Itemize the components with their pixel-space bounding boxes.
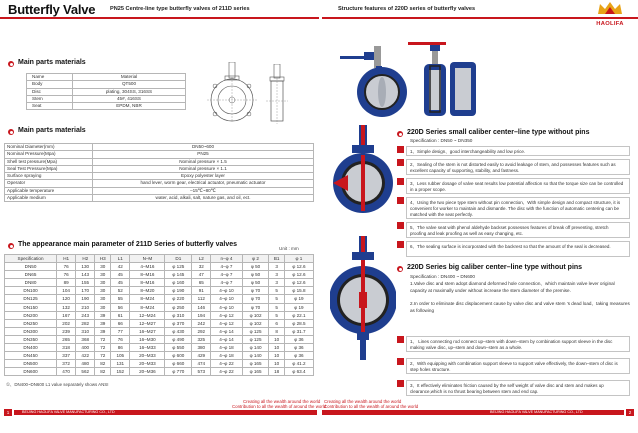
- dimensions-cell: 337: [57, 352, 76, 360]
- dimensions-cell: φ 41.2: [284, 360, 313, 368]
- dimensions-row: [5, 295, 314, 303]
- dimensions-cell: φ 102: [242, 319, 269, 327]
- dimensions-cell: 112: [192, 295, 211, 303]
- small-feature-1: 1、Simple design、good interchangeability and low price.: [406, 146, 630, 156]
- small-feature-2: 2、Sealing of the stem is not distorted easily to avoid leakage of stem, and possesses features such as excellent capacity of supporting, stability, and fastness.: [406, 159, 630, 175]
- small-series-spec: Specification : DN50 ~ DN350: [410, 138, 473, 143]
- dimensions-cell: φ 430: [165, 327, 192, 335]
- dimensions-cell: 167: [57, 311, 76, 319]
- section-bullet-icon: [397, 266, 403, 272]
- dimensions-cell: 292: [192, 327, 211, 335]
- dimensions-cell: φ 12.6: [284, 279, 313, 287]
- dimensions-cell: 4–φ 10: [211, 303, 242, 311]
- materials-cell: Seat: [27, 103, 73, 110]
- parameters-cell: Epoxy polyester layer: [93, 173, 314, 180]
- dimensions-cell: DN80: [5, 279, 57, 287]
- dimensions-row: [5, 360, 314, 368]
- big-feature-1: 1、 Lines connecting rod connect up–stem with down–stem by combination support sleeve in the disc making valve disc, up–stem and down–stem as a whole.: [406, 336, 630, 352]
- dimensions-cell: DN400: [5, 344, 57, 352]
- dimensions-header-cell: H3: [95, 255, 111, 263]
- parameters-cell: –15℃~80℃: [93, 187, 314, 194]
- page-number-left: 1: [4, 409, 12, 416]
- dimensions-cell: φ 550: [165, 344, 192, 352]
- dimensions-cell: 91: [192, 287, 211, 295]
- dimensions-cell: 30: [95, 303, 111, 311]
- dimensions-cell: 32: [192, 263, 211, 271]
- dimensions-cell: 155: [76, 279, 95, 287]
- dimensions-cell: 30: [95, 263, 111, 271]
- parameters-cell: Operator: [5, 180, 93, 187]
- dimensions-cell: 480: [76, 360, 95, 368]
- dimensions-cell: φ 12.6: [284, 271, 313, 279]
- dimensions-row: [5, 368, 314, 376]
- parameters-row: [5, 165, 314, 172]
- dimensions-cell: φ 310: [165, 311, 192, 319]
- dimensions-cell: DN600: [5, 368, 57, 376]
- header-rule-left: [0, 17, 319, 19]
- dimensions-cell: 61: [111, 311, 130, 319]
- page-number-right: 2: [626, 409, 634, 416]
- dimensions-header-cell: L1: [111, 255, 130, 263]
- dimensions-cell: 42: [111, 263, 130, 271]
- dimensions-cell: 89: [57, 279, 76, 287]
- feature-marker: [397, 159, 404, 166]
- dimensions-cell: φ 50: [242, 279, 269, 287]
- materials-cell: Material: [73, 74, 186, 81]
- materials-cell: EPDM, NBR: [73, 103, 186, 110]
- valve-cutaway-small: [330, 125, 396, 220]
- big-feature-3: 3、It effectively eliminates friction caused by the self weight of valve disc and stem and makes up clearance,which is no thrust bearing between stem and end cap.: [406, 380, 630, 396]
- dimensions-cell: 4–φ 7: [211, 271, 242, 279]
- dimensions-cell: 474: [192, 360, 211, 368]
- dimensions-cell: φ 140: [242, 352, 269, 360]
- materials-cell: 45#, 416SS: [73, 95, 186, 102]
- dimensions-cell: DN250: [5, 319, 57, 327]
- parameters-cell: Nominal pressure × 1.5: [93, 158, 314, 165]
- dimensions-cell: 8–M24: [130, 295, 165, 303]
- dimensions-cell: 422: [76, 352, 95, 360]
- dimensions-cell: DN50: [5, 263, 57, 271]
- dimensions-cell: 4–φ 10: [211, 295, 242, 303]
- dimensions-cell: 39: [95, 311, 111, 319]
- dimensions-cell: φ 22.1: [284, 311, 313, 319]
- materials-row: [27, 95, 186, 102]
- dimensions-cell: 131: [111, 360, 130, 368]
- dimensions-cell: φ 600: [165, 352, 192, 360]
- dimensions-row: [5, 279, 314, 287]
- dimensions-cell: 4–φ 18: [211, 352, 242, 360]
- haolifa-logo: [590, 1, 630, 27]
- dimensions-cell: φ 125: [165, 263, 192, 271]
- dimensions-header-row: [5, 255, 314, 263]
- feature-marker: [397, 241, 404, 248]
- parameters-cell: Seal Test Pressure(Mpa): [5, 165, 93, 172]
- dimensions-cell: 573: [192, 368, 211, 376]
- dimensions-cell: φ 102: [242, 311, 269, 319]
- dimensions-cell: 265: [57, 335, 76, 343]
- dimensions-cell: 66: [111, 319, 130, 327]
- dimensions-cell: 30: [95, 271, 111, 279]
- dimensions-cell: 4–φ 14: [211, 327, 242, 335]
- section-bullet-icon: [8, 243, 14, 249]
- dimensions-cell: DN125: [5, 295, 57, 303]
- dimensions-cell: 30: [95, 287, 111, 295]
- valve-side-drawing: [264, 64, 290, 129]
- big-series-desc-2: 2.In order to eliminate disc displacement cause by valve disc and valve stem ’s dead load、taking measures as following: [410, 301, 630, 313]
- dimensions-cell: 20–M33: [130, 360, 165, 368]
- parameters-cell: PN25: [93, 151, 314, 158]
- dimensions-cell: 86: [111, 344, 130, 352]
- materials-cell: Body: [27, 81, 73, 88]
- dimensions-cell: 4–M16: [130, 263, 165, 271]
- dimensions-cell: DN200: [5, 311, 57, 319]
- dimensions-cell: DN100: [5, 287, 57, 295]
- dimensions-row: [5, 311, 314, 319]
- dimensions-cell: φ 165: [242, 368, 269, 376]
- dimensions-cell: 5: [269, 303, 284, 311]
- footer-slogan-1-right: Creating all the wealth around the world: [324, 399, 402, 404]
- dimensions-cell: DN500: [5, 360, 57, 368]
- dimensions-row: [5, 271, 314, 279]
- logo-text: HAOLIFA: [596, 21, 624, 27]
- page-subtitle-right: Structure features of 220D series of butterfly valves: [338, 6, 476, 12]
- dimensions-cell: 16–M33: [130, 344, 165, 352]
- parameters-cell: Applicable temperature: [5, 187, 93, 194]
- footer-slogan-1-left: Creating all the wealth around the world: [243, 399, 321, 404]
- feature-marker: [397, 336, 404, 343]
- valve-front-drawing: [205, 62, 259, 127]
- dimensions-cell: 77: [111, 327, 130, 335]
- dimensions-cell: φ 140: [242, 344, 269, 352]
- dimensions-cell: φ 19: [284, 303, 313, 311]
- materials-row: [27, 103, 186, 110]
- dimensions-cell: 380: [192, 344, 211, 352]
- materials-table: [26, 73, 186, 110]
- dimensions-cell: φ 31.7: [284, 327, 313, 335]
- dimensions-cell: 202: [57, 319, 76, 327]
- dimensions-cell: φ 160: [165, 279, 192, 287]
- dimensions-cell: 470: [57, 368, 76, 376]
- crown-logo-icon: [597, 1, 623, 15]
- dimensions-table: [4, 254, 314, 376]
- dimensions-header-cell: Specification: [5, 255, 57, 263]
- dimensions-cell: 8–M20: [130, 287, 165, 295]
- dimensions-cell: 4–φ 22: [211, 368, 242, 376]
- dimensions-header-cell: n–φ 4: [211, 255, 242, 263]
- dimensions-cell: 10: [269, 335, 284, 343]
- dimensions-cell: 65: [192, 279, 211, 287]
- dimensions-cell: 146: [192, 303, 211, 311]
- dimensions-cell: φ 165: [242, 360, 269, 368]
- unit-label: Unit : mm: [279, 246, 299, 251]
- footer-company-right: BEIJING HAOLIFA VALVE MANUFACTURING CO., LTD: [490, 410, 583, 414]
- dimensions-cell: φ 190: [165, 287, 192, 295]
- dimensions-cell: 4–φ 7: [211, 279, 242, 287]
- dimensions-cell: 194: [192, 311, 211, 319]
- dimensions-cell: φ 370: [165, 319, 192, 327]
- dimensions-heading: The appearance main parameter of 211D Series of butterfly valves: [18, 241, 238, 248]
- dimensions-cell: 3: [269, 271, 284, 279]
- section-bullet-icon: [397, 131, 403, 137]
- dimensions-cell: 56: [111, 303, 130, 311]
- footer-company-left: BEIJING HAOLIFA VALVE MANUFACTURING CO., LTD: [22, 410, 115, 414]
- dimensions-cell: 429: [192, 352, 211, 360]
- dimensions-cell: 239: [57, 327, 76, 335]
- materials-cell: QT500: [73, 81, 186, 88]
- dimensions-cell: 12–M27: [130, 319, 165, 327]
- footer-slogan-2-left: Contribution to all the wealth of around the world: [232, 404, 327, 409]
- dimensions-cell: 242: [192, 319, 211, 327]
- dimensions-cell: 18: [269, 368, 284, 376]
- page-title: Butterfly Valve: [8, 2, 96, 17]
- feature-marker: [397, 380, 404, 387]
- parameters-row: [5, 187, 314, 194]
- dimensions-header-cell: D1: [165, 255, 192, 263]
- dimensions-cell: φ 220: [165, 295, 192, 303]
- dimensions-cell: 30: [95, 295, 111, 303]
- dimensions-cell: 45: [111, 279, 130, 287]
- small-feature-5: 5、The valve seat with phenol aldehyde backset possesses features of break off preventing, stretch proofing and leak proofing as well as easy changing, etc.: [406, 222, 630, 238]
- dimensions-cell: 210: [76, 303, 95, 311]
- section-bullet-icon: [8, 61, 14, 67]
- dimensions-cell: φ 19: [284, 295, 313, 303]
- dimensions-cell: φ 70: [242, 303, 269, 311]
- dimensions-cell: 10: [269, 352, 284, 360]
- dimensions-cell: φ 36: [284, 335, 313, 343]
- dimensions-header-cell: B1: [269, 255, 284, 263]
- materials-heading: Main parts materials: [18, 59, 86, 66]
- dimensions-cell: 30: [95, 279, 111, 287]
- dimensions-cell: 325: [192, 335, 211, 343]
- dimensions-cell: 55: [111, 295, 130, 303]
- parameters-row: [5, 180, 314, 187]
- materials-row: [27, 88, 186, 95]
- feature-marker: [397, 222, 404, 229]
- dimensions-cell: 4–φ 18: [211, 344, 242, 352]
- dimensions-cell: 243: [76, 311, 95, 319]
- section-bullet-icon: [8, 129, 14, 135]
- dimensions-cell: 4–φ 14: [211, 335, 242, 343]
- parameters-row: [5, 195, 314, 202]
- dimensions-cell: 76: [57, 271, 76, 279]
- dimensions-cell: DN450: [5, 352, 57, 360]
- dimensions-cell: 72: [95, 335, 111, 343]
- dimensions-cell: 105: [111, 352, 130, 360]
- materials-row: [27, 74, 186, 81]
- feature-marker: [397, 178, 404, 185]
- parameters-cell: water, acid, alkali, salt, nature gas, and oil, ect.: [93, 195, 314, 202]
- footer-slogan-2-right: Contribution to all the wealth of around the world: [324, 404, 419, 409]
- parameters-cell: Applicable medium: [5, 195, 93, 202]
- dimensions-cell: 4–φ 22: [211, 360, 242, 368]
- dimensions-cell: 4–φ 12: [211, 311, 242, 319]
- dimensions-header-cell: H1: [57, 255, 76, 263]
- dimensions-row: [5, 352, 314, 360]
- dimensions-cell: 39: [95, 319, 111, 327]
- big-series-spec: Specification : DN400 ~ DN600: [410, 274, 476, 279]
- dimensions-cell: 12–M24: [130, 311, 165, 319]
- dimensions-cell: 152: [111, 368, 130, 376]
- dimensions-header-cell: φ 2: [242, 255, 269, 263]
- dimensions-cell: 20–M33: [130, 352, 165, 360]
- dimensions-cell: 310: [76, 327, 95, 335]
- page-subtitle-left: PN25 Centre-line type butterfly valves of 211D series: [110, 6, 250, 12]
- dimensions-cell: 4–φ 12: [211, 319, 242, 327]
- small-feature-6: 6、The sealing surface is incorporated with the backrest so that the amount of the seal is decreased.: [406, 241, 630, 257]
- dimensions-cell: 5: [269, 287, 284, 295]
- dimensions-cell: 170: [76, 287, 95, 295]
- dimensions-cell: φ 70: [242, 295, 269, 303]
- dimensions-cell: 82: [95, 368, 111, 376]
- dimensions-footnote: ①、DN400~DN600 L1 value separately shows ANSI: [6, 382, 109, 387]
- dimensions-cell: 372: [57, 360, 76, 368]
- dimensions-cell: 8–M16: [130, 279, 165, 287]
- dimensions-cell: φ 50: [242, 271, 269, 279]
- small-feature-4: 4、Using the two piece type stem without pin connection、With simple design and compact structure, it is convenient for worker to maintain and dismantle. The disc with the function of automatic centering can be matched with the seat perfectly.: [406, 197, 630, 219]
- dimensions-cell: 72: [95, 344, 111, 352]
- dimensions-cell: 47: [192, 271, 211, 279]
- dimensions-cell: 4–φ 7: [211, 263, 242, 271]
- dimensions-cell: 82: [95, 360, 111, 368]
- parameters-cell: Surface spraying: [5, 173, 93, 180]
- dimensions-cell: φ 12.6: [284, 263, 313, 271]
- dimensions-cell: DN65: [5, 271, 57, 279]
- dimensions-cell: 52: [111, 287, 130, 295]
- feature-marker: [397, 358, 404, 365]
- dimensions-cell: 282: [76, 319, 95, 327]
- dimensions-cell: φ 660: [165, 360, 192, 368]
- materials-cell: Disc: [27, 88, 73, 95]
- dimensions-cell: 143: [76, 271, 95, 279]
- dimensions-cell: φ 36: [284, 352, 313, 360]
- dimensions-header-cell: H2: [76, 255, 95, 263]
- parameters-row: [5, 144, 314, 151]
- dimensions-cell: DN350: [5, 335, 57, 343]
- materials-cell: plating, 304SS, 316SS: [73, 88, 186, 95]
- parameters-cell: DN50~600: [93, 144, 314, 151]
- dimensions-cell: 190: [76, 295, 95, 303]
- dimensions-cell: DN150: [5, 303, 57, 311]
- dimensions-cell: φ 28.5: [284, 319, 313, 327]
- dimensions-cell: 20–M36: [130, 368, 165, 376]
- dimensions-cell: 130: [76, 263, 95, 271]
- dimensions-cell: 8: [269, 327, 284, 335]
- dimensions-cell: 76: [57, 263, 76, 271]
- parameters-row: [5, 151, 314, 158]
- parameters-cell: Nominal Diameter(mm): [5, 144, 93, 151]
- dimensions-cell: 16–M30: [130, 335, 165, 343]
- dimensions-cell: DN300: [5, 327, 57, 335]
- materials-cell: Name: [27, 74, 73, 81]
- parameters-table: [4, 143, 314, 202]
- dimensions-header-cell: L2: [192, 255, 211, 263]
- dimensions-cell: 104: [57, 287, 76, 295]
- dimensions-cell: 10: [269, 344, 284, 352]
- dimensions-cell: 3: [269, 279, 284, 287]
- dimensions-row: [5, 335, 314, 343]
- dimensions-cell: φ 250: [165, 303, 192, 311]
- dimensions-cell: 120: [57, 295, 76, 303]
- parameters-cell: Nominal Pressure(Mpa): [5, 151, 93, 158]
- parameters-cell: hand lever, worm gear, electrical actuator, pneumatic actuator: [93, 180, 314, 187]
- dimensions-cell: φ 490: [165, 335, 192, 343]
- dimensions-cell: φ 145: [165, 271, 192, 279]
- dimensions-cell: φ 770: [165, 368, 192, 376]
- dimensions-cell: 400: [76, 344, 95, 352]
- dimensions-cell: 5: [269, 295, 284, 303]
- dimensions-cell: 5: [269, 311, 284, 319]
- dimensions-cell: 318: [57, 344, 76, 352]
- dimensions-cell: 8–M24: [130, 303, 165, 311]
- dimensions-cell: 132: [57, 303, 76, 311]
- dimensions-cell: φ 50: [242, 263, 269, 271]
- dimensions-row: [5, 327, 314, 335]
- parameters-cell: Nominal pressure × 1.1: [93, 165, 314, 172]
- parameters-cell: Shell test pressure(Mpa): [5, 158, 93, 165]
- valve-cutaway-big: [330, 236, 396, 369]
- dimensions-cell: φ 63.4: [284, 368, 313, 376]
- dimensions-cell: 72: [95, 352, 111, 360]
- parameters-row: [5, 173, 314, 180]
- materials-cell: Stem: [27, 95, 73, 102]
- big-series-desc-1: 1.Valve disc and stem adopt diamond deformed hole connection、which maintain valve lever original capacity at maximally under without increase the stem diameter of the premise.: [410, 281, 615, 293]
- valve-photo-top: [334, 26, 482, 123]
- dimensions-cell: φ 70: [242, 287, 269, 295]
- dimensions-cell: 76: [111, 335, 130, 343]
- dimensions-cell: 45: [111, 271, 130, 279]
- dimensions-row: [5, 303, 314, 311]
- dimensions-header-cell: N–M: [130, 255, 165, 263]
- dimensions-header-cell: φ 1: [284, 255, 313, 263]
- dimensions-row: [5, 344, 314, 352]
- dimensions-cell: 8–M16: [130, 271, 165, 279]
- dimensions-cell: 16–M27: [130, 327, 165, 335]
- dimensions-cell: φ 125: [242, 327, 269, 335]
- dimensions-cell: 6: [269, 319, 284, 327]
- big-series-heading: 220D Series big caliber center–line type without pins: [407, 264, 583, 271]
- parameters-row: [5, 158, 314, 165]
- dimensions-cell: 368: [76, 335, 95, 343]
- small-feature-3: 3、Less rubber dosage of valve seat results low potential affection so that the torque size can be controlled in a proper scope.: [406, 178, 630, 194]
- small-series-heading: 220D Series small caliber center–line type without pins: [407, 129, 590, 136]
- dimensions-cell: φ 36: [284, 344, 313, 352]
- feature-marker: [397, 197, 404, 204]
- dimensions-cell: 562: [76, 368, 95, 376]
- dimensions-cell: 39: [95, 327, 111, 335]
- dimensions-row: [5, 287, 314, 295]
- parameters-heading: Main parts materials: [18, 127, 86, 134]
- dimensions-cell: 10: [269, 360, 284, 368]
- dimensions-cell: 4–φ 10: [211, 287, 242, 295]
- materials-row: [27, 81, 186, 88]
- dimensions-row: [5, 319, 314, 327]
- dimensions-cell: φ 125: [242, 335, 269, 343]
- dimensions-cell: 3: [269, 263, 284, 271]
- dimensions-row: [5, 263, 314, 271]
- feature-marker: [397, 146, 404, 153]
- big-feature-2: 2、With equipping with combination support sleeve to support valve effectively, the down–stem of disc is step holes structure.: [406, 358, 630, 374]
- dimensions-cell: φ 15.8: [284, 287, 313, 295]
